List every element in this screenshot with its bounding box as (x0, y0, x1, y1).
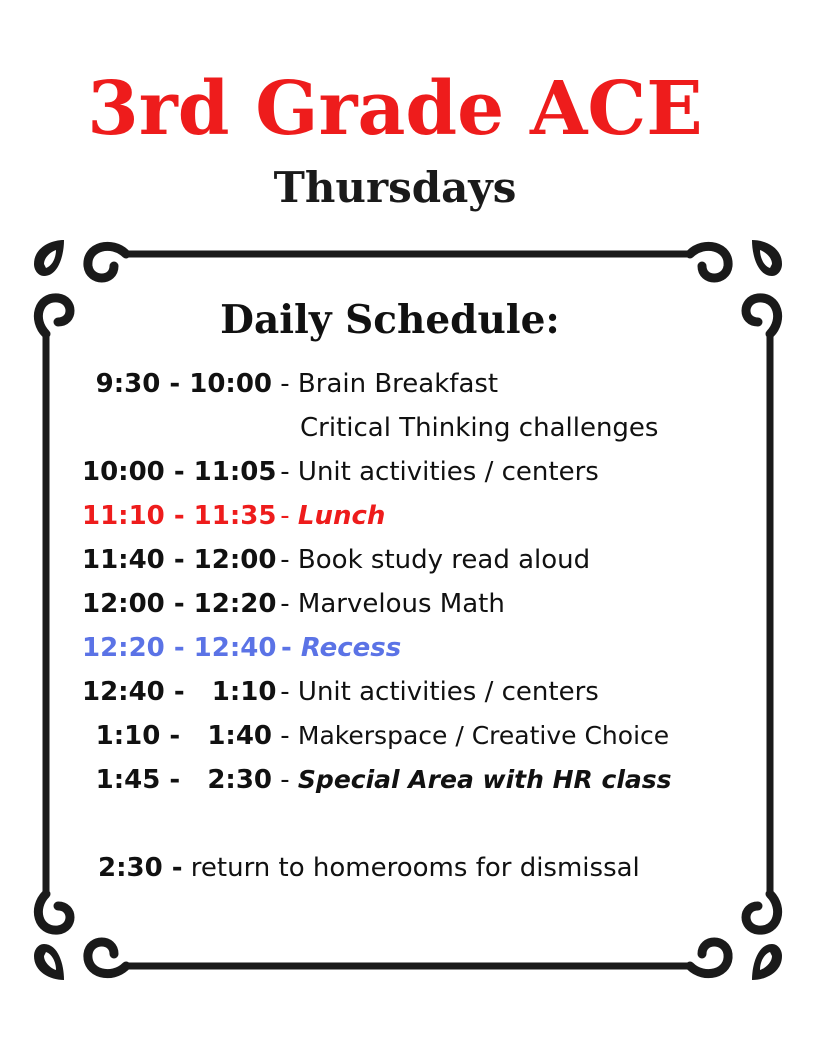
schedule-separator: - (272, 589, 298, 619)
schedule-row-recess (82, 628, 401, 668)
schedule-row (82, 540, 590, 580)
schedule-time: 12:40 - 1:10 (82, 677, 277, 707)
schedule-separator: - (272, 545, 298, 575)
schedule-activity: return to homerooms for dismissal (190, 853, 640, 883)
schedule-activity: Recess (300, 633, 402, 663)
schedule-time: 2:30 - (98, 853, 183, 883)
page-subtitle: Thursdays (273, 163, 517, 212)
schedule-row (82, 364, 498, 404)
schedule-activity: Book study read aloud (297, 545, 591, 575)
schedule-row (300, 408, 658, 448)
schedule-heading: Daily Schedule: (220, 297, 560, 343)
schedule-separator: - (272, 457, 298, 487)
schedule-activity: Brain Breakfast (297, 369, 499, 399)
schedule-time: 10:00 - 11:05 (82, 457, 277, 487)
schedule-activity: Unit activities / centers (297, 457, 599, 487)
schedule-row-dismissal (98, 848, 640, 888)
schedule-time: 11:10 - 11:35 (82, 501, 277, 531)
schedule-row-special-area (82, 760, 672, 800)
schedule-row (82, 716, 669, 756)
schedule-separator: - (272, 369, 298, 399)
schedule-time: 12:00 - 12:20 (82, 589, 277, 619)
schedule-separator: - (272, 721, 298, 751)
schedule-row (82, 584, 505, 624)
schedule-row-lunch (82, 496, 385, 536)
page-title: 3rd Grade ACE (87, 66, 703, 152)
schedule-row (82, 452, 599, 492)
schedule-separator: - (272, 501, 298, 531)
schedule-time: 1:45 - 2:30 (95, 765, 272, 795)
schedule-separator (183, 853, 191, 883)
schedule-activity: Critical Thinking challenges (300, 413, 659, 443)
schedule-separator: - (272, 677, 298, 707)
schedule-time: 9:30 - 10:00 (95, 369, 272, 399)
schedule-activity: Special Area with HR class (297, 765, 672, 794)
schedule-activity: Marvelous Math (297, 589, 505, 619)
schedule-separator: - (272, 633, 301, 663)
schedule-activity: Lunch (297, 501, 386, 531)
schedule-separator: - (272, 765, 298, 795)
schedule-time: 11:40 - 12:00 (82, 545, 277, 575)
schedule-time: 12:20 - 12:40 (82, 633, 277, 663)
schedule-row (82, 672, 599, 712)
schedule-activity: Makerspace / Creative Choice (297, 721, 670, 750)
schedule-time: 1:10 - 1:40 (95, 721, 272, 751)
schedule-activity: Unit activities / centers (297, 677, 599, 707)
